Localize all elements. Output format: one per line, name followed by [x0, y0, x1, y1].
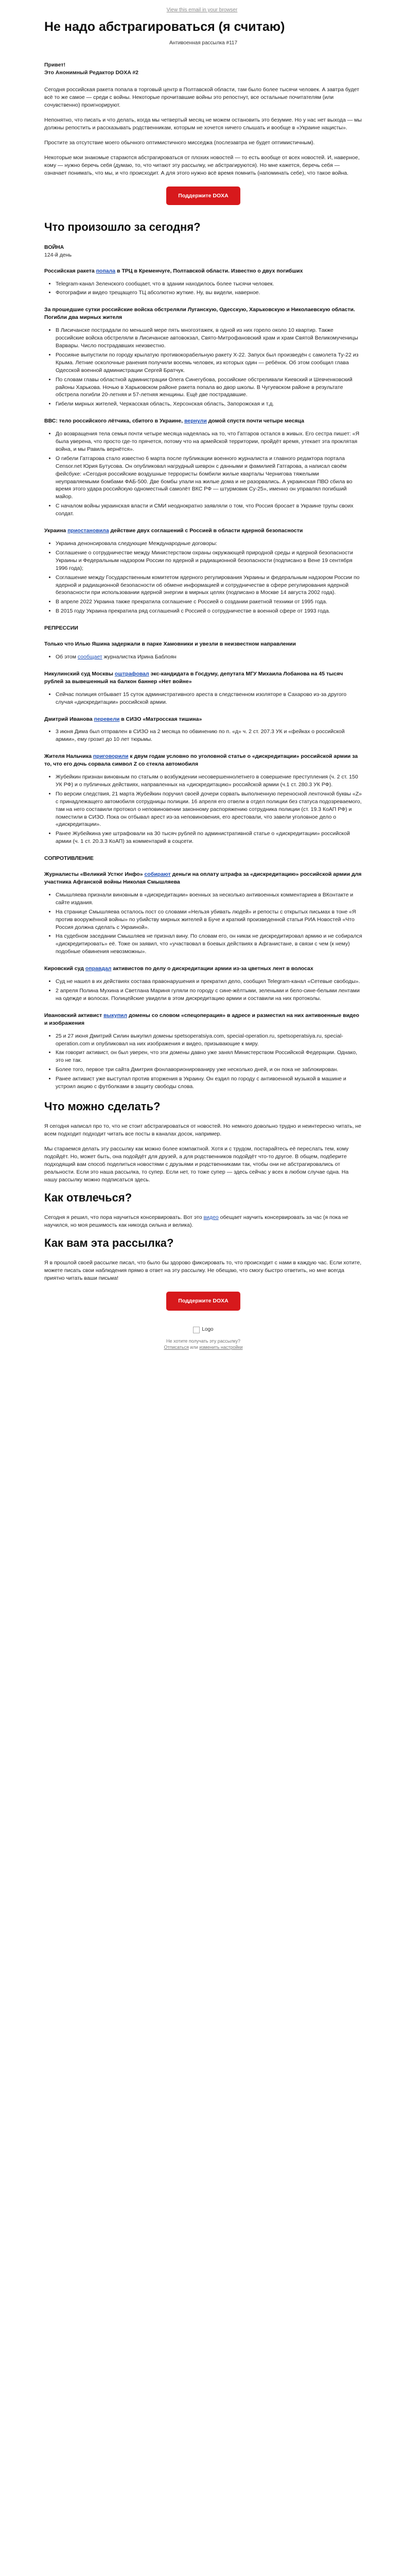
repressions-item-2-head: [44, 670, 362, 686]
repressions-item-3: [44, 716, 362, 744]
what-to-do-paragraph-2: Мы стараемся делать эту рассылку как можно более компактной. Хотя и с трудом, постарайтесь её переслать тем, кому подойдёт. Но, может быть, она подойдёт для друзей, а для родственников подойдёт что-то другое. В общем, подберите подходящий вам способ поделиться новостями с друзьями и родственниками так, чтобы они не абстрагировались от реальности. Если это наша рассылка, то супер. Если нет, то тоже супер — здесь сейчас у всех в любом случае одна. На нашу рассылку можно подписаться здесь.: [44, 1146, 349, 1183]
preferences-link[interactable]: изменить настройки: [199, 1344, 243, 1350]
list-item: • 3 июня Дима был отправлен в СИЗО на 2 месяца по обвинению по п. «д» ч. 2 ст. 207.3 УК и «фейках о российской армии», ему грозит до 10 лет тюрьмы.: [56, 728, 362, 743]
repressions-item-4: [44, 753, 362, 845]
head-text: в СИЗО «Матросская тишина»: [119, 716, 202, 722]
bullet-list: [56, 691, 362, 706]
source-link[interactable]: попала: [96, 267, 116, 274]
list-item: [56, 653, 362, 661]
source-link[interactable]: сообщает: [77, 653, 102, 660]
head-text: активистов по делу о дискредитации армии из-за цветных лент в волосах: [111, 965, 313, 972]
bullet-list: [56, 891, 362, 956]
list-item: • В апреле 2022 Украина также прекратила соглашение с Россией о создании ракетной техники от 1995 года.: [56, 598, 362, 606]
source-link[interactable]: выкупил: [103, 1012, 128, 1019]
head-text: домены со словом «спецоперация» в адресе и разместил на них антивоенные видео и изображения: [44, 1012, 359, 1026]
source-link[interactable]: приговорили: [93, 753, 129, 760]
distract-paragraph: [44, 1214, 362, 1229]
list-item: • Жубейкин признан виновным по статьям о возбуждении несовершеннолетнего в совершение преступления (ч. 2 ст. 150 УК РФ) и о публичных действиях, направленных на «дискредитацию» российской армии (ч.1 ст. 280.3 УК РФ).: [56, 773, 362, 789]
list-item: • Как говорит активист, он был уверен, что эти домены давно уже занял Министерством Российской Федерации. Однако, это не так.: [56, 1049, 362, 1064]
bullet-list: [56, 1032, 362, 1091]
footer-or-text: или: [188, 1344, 200, 1350]
list-item: • Сейчас полиция отбывает 15 суток административного ареста в следственном изоляторе в Сахарово из-за другого случая «дискредитации» российской армии.: [56, 691, 362, 706]
footer-unsubscribe-text: Не хотите получать эту рассылку?: [166, 1338, 241, 1344]
list-item: • С началом войны украинская власти и СМИ неоднократно заявляли о том, что Россия бросает в Украине трупы своих солдат.: [56, 502, 362, 518]
list-item: • О гибели Гатгарова стало известно 6 марта после публикации военного журналиста и главного редактора портала Censor.net Юрия Бутусова. Он опубликовал нагрудный шеврон с данными и фамилией Гатгарова, а написал своём фейсбуке: «Сегодня российские воздушные террористы бомбили жилые кварталы Чернигова тяжелыми неуправляемыми бомбами ФАБ-500. Две бомбы упали на жилые дома и не разорвались. А украинская ПВО сбила во время этого удара российскую одноместный самолёт ВКС РФ — штурмовик Су-25», именно он управлял погибший майор.: [56, 455, 362, 501]
intro-paragraph-2: Непонятно, что писать и что делать, когда мы четвертый месяц не можем остановить это безумие. Но у нас нет выхода — мы должны репостить и рассказывать родственникам, которым не хочется ничего слышать и вообще в «Украине нацисты».: [44, 117, 362, 131]
head-text: Украина: [44, 528, 68, 534]
war-item-4: [44, 527, 362, 615]
bullet-list: [56, 773, 362, 845]
section-heading-happened: Что произошло за сегодня?: [44, 221, 201, 234]
list-item: • На странице Смышляева осталось пост со словами «Нельзя убивать людей» и репосты с открытых письмах в тоне «Я против вооружённой войны» по убийству мирных жителей в Буче и краткий произведенной статьи РИА Новостей «Что Россия должна сделать с Украиной».: [56, 908, 362, 931]
head-text: ВВС: тело российского лётчика, сбитого в Украине,: [44, 418, 185, 425]
list-item: • По версии следствия, 21 марта Жубейкин поручил своей дочери сорвать выполненную переносной ленточной буквы «Z» с принадлежащего автомобиля сотрудницы полиции. 16 апреля его отвели в отдел полиции без статуса подозреваемого, там на него составили протокол о неповиновении законному распоряжению сотрудника полиции (ст. 19.3 КоАП РФ) и поместили в СИЗО. Пока он отбывал арест из-за неповиновения, его арестовали, что завели уголовное дело о «дискредитации».: [56, 790, 362, 829]
list-item: • Соглашение о сотрудничестве между Министерством охраны окружающей природной среды и ядерной безопасности Украины и Федеральным надзором России по ядерной и радиационной безопасности (подписано в Вене 19 сентября 1996 года);: [56, 549, 362, 572]
list-item: • Фотографии и видео трещащего ТЦ абсолютно жуткие. Ну, вы видели, наверное.: [56, 289, 362, 297]
head-text: деньги на оплату штрафа за «дискредитацию» российской армии для участника Афганской войны Николая Смышляева: [44, 871, 362, 886]
bullet-list: [56, 978, 362, 1003]
list-item: • В Лисичанске пострадали по меньшей мере пять многоэтажек, в одной из них горело около 10 квартир. Также российские войска обстреляли в Лисичанске автовокзал, Свято-Митрофановский храм и храм Святой Великомученицы Варвары. Число пострадавших неизвестно.: [56, 327, 362, 350]
donate-button-top[interactable]: Поддержите DOXA: [166, 187, 240, 206]
list-item: • Смышляева признали виновным в «дискредитации» военных за несколько антивоенных комментариев в ВКонтакте и сайте издания.: [56, 891, 362, 907]
resistance-kicker: СОПРОТИВЛЕНИЕ: [44, 855, 94, 862]
head-text: Никулинский суд Москвы: [44, 670, 115, 677]
head-text: Ивановский активист: [44, 1012, 104, 1019]
head-text: в ТРЦ в Кременчуге, Полтавской области. Известно о двух погибших: [115, 267, 303, 274]
source-link[interactable]: оштрафовал: [114, 670, 149, 677]
item-text: Об этом: [56, 653, 78, 660]
intro-paragraph-1: Сегодня российская ракета попала в торговый центр в Полтавской области, там было более тысячи человек. А завтра будет всё то же самое — среди с войны. Некоторые прочитавшие войны это репостнут, все остальные почитателям (или сочувственно) проигнорируют.: [44, 87, 359, 109]
greeting-hello: Привет!: [44, 61, 66, 68]
war-item-3: [44, 417, 362, 518]
repressions-item-4-head: [44, 753, 362, 768]
head-text: к двум годам условно по уголовной статье о «дискредитации» российской армии за то, что его дочь сорвала символ Z со стекла автомобиля: [44, 753, 358, 768]
bullet-list: [56, 728, 362, 743]
source-link[interactable]: оправдал: [85, 965, 112, 972]
source-link[interactable]: вернули: [184, 418, 207, 425]
footer-logo: [44, 1326, 362, 1334]
email-title: Не надо абстрагироваться (я считаю): [44, 20, 285, 34]
bullet-list: [56, 540, 362, 615]
head-text: домой спустя почти четыре месяца: [206, 418, 304, 425]
head-text: Кировский суд: [44, 965, 85, 972]
footer-note: [44, 1338, 362, 1350]
feedback-paragraph: Я в прошлой своей рассылке писал, что было бы здорово фиксировать то, что происходит с нами в каждую час. Если хотите, можете писать свои наблюдения прямо в ответ на эту рассылку. Не обещаю, что смогу быстро ответить, но мне всегда приятно читать ваши письма!: [44, 1260, 362, 1282]
list-item: • В 2015 году Украина прекратила ряд соглашений с Россией о сотрудничестве в военной сфере от 1993 года.: [56, 607, 362, 615]
list-item: • Соглашение между Государственным комитетом ядерного регулирования Украины и федеральным надзором России по ядерной и радиационной безопасности об обмене информацией и сотрудничестве в сфере регулирования ядерной безопасности при использовании ядерной энергии в мирных целях (подписано в Москве 14 августа 2002 года).: [56, 574, 362, 597]
resistance-item-2: [44, 965, 362, 1003]
war-item-1-head: [44, 267, 362, 275]
list-item: • 2 апреля Полина Мухина и Светлана Мариня гуляли по городу с сине-жёлтыми, зелеными и бело-сине-белыми лентами на одежде и волосах. Полицейские увидели в этом дискредитацию армии и составили на них протоколы.: [56, 987, 362, 1003]
list-item: • Более того, первое три сайта Дмитрия фонлаворионированиру уже несколько дней, и он пока не заблокирован.: [56, 1066, 362, 1074]
list-item: • Ранее Жубейкина уже штрафовали на 30 тысяч рублей по административной статье о «дискредитации» российской армии (ч. 1 ст. 20.3.3 КоАП) за комментарий в соцсети.: [56, 830, 362, 845]
head-text: Российская ракета: [44, 267, 96, 274]
logo-alt-text: Logo: [202, 1327, 214, 1333]
top-link-row: [0, 0, 404, 18]
war-item-4-head: [44, 527, 362, 535]
repressions-kicker: РЕПРЕССИИ: [44, 625, 78, 632]
head-text: Дмитрий Иванова: [44, 716, 94, 722]
head-text: Жителя Нальчика: [44, 753, 93, 760]
bullet-list: [56, 430, 362, 518]
list-item: • 25 и 27 июня Дмитрий Силин выкупил домены spetsoperatsiya.com, special-operation.ru, spetsoperatsiya.ru, special-operation.com и опубликовал на них изображения и видео, призывающие к миру.: [56, 1032, 362, 1048]
list-item: • Ранее активист уже выступал против вторжения в Украину. Он ездил по городу с антивоенной музыкой в машине и устроил акцию с футболками в защиту свободы слова.: [56, 1075, 362, 1091]
bullet-list: [56, 280, 362, 297]
repressions-item-1-head: Только что Илью Яшина задержали в парке Хамовники и увезли в неизвестном направлении: [44, 641, 296, 648]
repressions-item-2: [44, 670, 362, 706]
donate-row-top: [44, 187, 362, 206]
war-item-3-head: [44, 417, 362, 425]
resistance-item-1: [44, 871, 362, 956]
war-item-2-head: За прошедшие сутки российские войска обстреляли Луганскую, Одесскую, Харьковскую и Николаевскую области. Погибли два мирных жителя: [44, 307, 355, 321]
what-to-do-paragraph-1: Я сегодня написал про то, что не стоит абстрагироваться от новостей. Но немного довольно трудно и неинтересно читать, не всем подходит подходит читать все посты в каналах досок, например.: [44, 1123, 361, 1138]
view-in-browser-link[interactable]: View this email in your browser: [166, 7, 238, 13]
issue-number: Антивоенная рассылка #117: [169, 40, 238, 46]
resistance-item-3: [44, 1012, 362, 1091]
head-text: действие двух соглашений с Россией в области ядерной безопасности: [109, 528, 303, 534]
video-link[interactable]: видео: [203, 1214, 219, 1221]
war-item-2: [44, 306, 362, 408]
repressions-item-1: [44, 640, 362, 661]
head-text: Журналисты «Великий Устюг Инфо»: [44, 871, 145, 878]
section-heading-what-to-do: Что можно сделать?: [44, 1099, 161, 1113]
source-link[interactable]: собирают: [144, 871, 171, 878]
repressions-item-3-head: [44, 716, 362, 723]
paragraph-text: Сегодня я решил, что пора научиться консервировать. Вот это: [44, 1214, 204, 1221]
item-text: журналистка Ирина Баблоян: [102, 653, 177, 660]
bullet-list: [56, 327, 362, 408]
greeting: [44, 61, 362, 77]
war-item-1: [44, 267, 362, 297]
resistance-item-2-head: [44, 965, 362, 973]
unsubscribe-link[interactable]: Отписаться: [164, 1344, 189, 1350]
list-item: • Гибели мирных жителей, Черкасская область, Херсонская область, Запорожская и т.д.: [56, 400, 362, 408]
section-heading-distract: Как отвлечься?: [44, 1191, 132, 1204]
intro-paragraph-3: Простите за отсутствие моего обычного оптимистичного мисседжа (послезавтра не будет оптимистичным).: [44, 139, 315, 146]
list-item: • Суд не нашел в их действиях состава правонарушения и прекратил дело, сообщил Telegram-канал «Сетевые свободы».: [56, 978, 362, 986]
donate-button-bottom[interactable]: Поддержите DOXA: [166, 1292, 240, 1311]
resistance-item-3-head: [44, 1012, 362, 1027]
war-kicker: ВОЙНА: [44, 244, 64, 250]
source-link[interactable]: перевели: [94, 716, 120, 722]
list-item: • На судебном заседании Смышляев не признал вину. По словам его, он никак не дискредитировал армию и не собирался «дискредитировать» её. Тоже он заявил, что «участвовал в боевых действиях в Афганистане, в связи с чем (к нему) подобные обвинения невозможны».: [56, 933, 362, 956]
greeting-signature: Это Анонимный Редактор DOXA #2: [44, 70, 139, 76]
source-link[interactable]: приостановила: [67, 528, 109, 534]
head-text: экс-кандидата в Госдуму, депутата МГУ Михаила Лобанова на 45 тысяч рублей за вывешенный на балкон баннер «Нет войне»: [44, 670, 343, 685]
section-heading-feedback: Как вам эта рассылка?: [44, 1236, 174, 1249]
footer-actions: [44, 1344, 362, 1350]
broken-image-icon: [193, 1327, 200, 1333]
list-item: • Telegram-канал Зеленского сообщает, что в здании находилось более тысячи человек.: [56, 280, 362, 288]
list-item: • По словам главы областной администрации Олега Синегубова, российские обстреливали Киевский и Шевченковский районы Харькова. Ночью в Харьковском районе ракета попала во двор школы. В Чугуевском районе в результате обстрела погибли 20-летняя и 57-летняя женщины. Ещё две пострадавшие.: [56, 376, 362, 399]
list-item: • До возвращения тела семья почти четыре месяца надеялась на то, что Гатгаров остался в живых. Его сестра пишет: «Я была уверена, что просто где-то прячется, потому что на армейской территории, пройдёт время, утекает эта проклятая война, и мы Равиль вернётся».: [56, 430, 362, 453]
email-content: [44, 20, 362, 1350]
war-day: 124-й день: [44, 251, 72, 258]
donate-row-bottom: [44, 1292, 362, 1311]
bullet-list: [56, 653, 362, 661]
paragraph-text: обещает научить консервировать за час (я пока не научился, но моя решимость как никогда сильна и велика).: [44, 1214, 348, 1228]
list-item: • Украина денонсировала следующие Международные договоры:: [56, 540, 362, 548]
intro-paragraph-4: Некоторые мои знакомые стараются абстрагироваться от плохих новостей — то есть вообще от всех новостей. И, наверное, кому — нужно беречь себя (думаю, то, что читают эту рассылку, не абстрагируются). Но мне кажется, беречь себя — означает понимать, что мы, и что происходит. А для этого нужно всё время помнить (напоминать себе), что такое война.: [44, 154, 360, 176]
resistance-item-1-head: [44, 871, 362, 886]
list-item: • Россияне выпустили по городу крылатую противокорабельную ракету Х-22. Запуск был произведён с самолета Ту-22 из Крыма. Летние осколочные ранения получили восемь человек, из которых один — ребёнок. Об этом сообщил глава Одесской военной администрации Сергей Братчук.: [56, 351, 362, 375]
